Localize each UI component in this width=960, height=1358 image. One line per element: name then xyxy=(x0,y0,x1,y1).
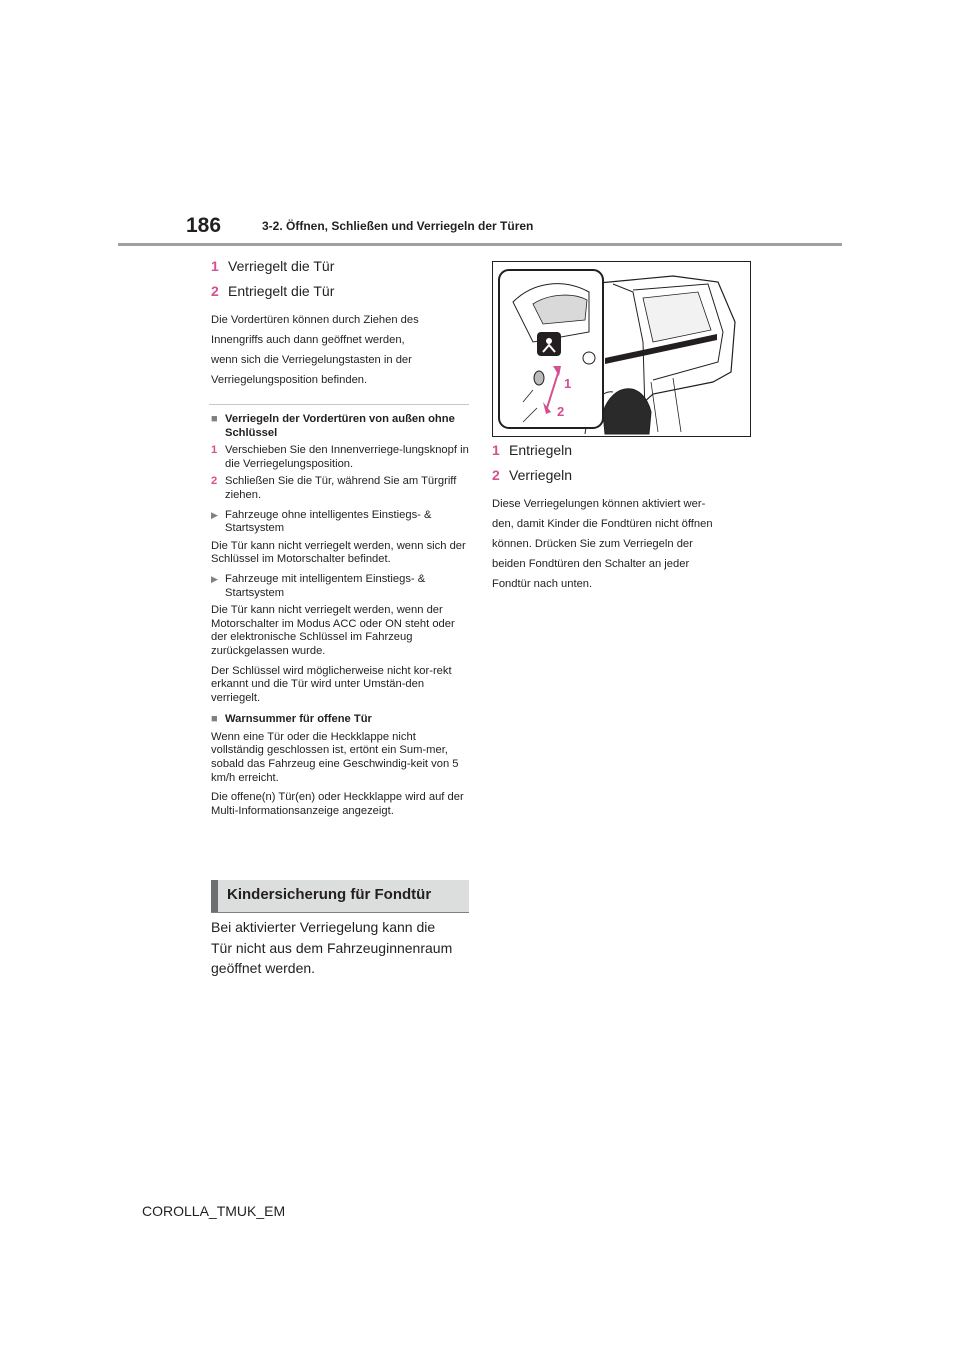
note-line: den, damit Kinder die Fondtüren nicht öffnen xyxy=(492,518,713,530)
variant-title: Fahrzeuge mit intelligentem Einstiegs- & Startsystem xyxy=(225,572,426,599)
item-text: Entriegelt die Tür xyxy=(228,283,335,299)
step-text: Schließen Sie die Tür, während Sie am Türgriff ziehen. xyxy=(225,475,457,501)
figure-label-1: 1 xyxy=(564,376,572,391)
variant-heading-without-smart xyxy=(211,509,469,536)
variant-text: Der Schlüssel wird möglicherweise nicht kor-rekt erkannt und die Tür wird unter Umstän-den verriegelt. xyxy=(211,664,452,704)
item-text: Verriegeln xyxy=(509,467,573,483)
note-line: beiden Fondtüren den Schalter an jeder xyxy=(492,558,690,570)
child-lock-intro xyxy=(211,917,471,979)
left-column xyxy=(211,254,469,818)
step-number: 2 xyxy=(211,475,218,488)
intro-line: geöffnet werden. xyxy=(211,960,316,976)
step-number: 1 xyxy=(211,444,218,457)
divider xyxy=(209,404,469,405)
step-item xyxy=(211,475,469,502)
item-text: Entriegeln xyxy=(509,442,573,458)
header-rule xyxy=(118,243,842,246)
variant-title: Fahrzeuge ohne intelligentes Einstiegs- & Startsystem xyxy=(225,508,432,535)
note-text xyxy=(211,310,469,390)
subheading-text: Warnsummer für offene Tür xyxy=(225,713,372,726)
child-lock-note xyxy=(492,494,754,594)
buzzer-text: Wenn eine Tür oder die Heckklappe nicht vollständig geschlossen ist, ertönt ein Sum-mer, sobald das Fahrzeug eine Geschwindig-keit von 5 km/h erreicht. xyxy=(211,730,459,784)
section-heading-box xyxy=(211,880,469,912)
note-line: können. Drücken Sie zum Verriegeln der xyxy=(492,538,693,550)
rear-door-illustration xyxy=(493,262,750,436)
item-number: 1 xyxy=(492,442,500,458)
step-item xyxy=(211,444,469,471)
footer-document-code: COROLLA_TMUK_EM xyxy=(142,1203,286,1219)
subheading-text: Verriegeln der Vordertüren von außen ohne Schlüssel xyxy=(225,413,455,439)
child-lock-illustration xyxy=(492,261,751,437)
note-line: Innengriffs auch dann geöffnet werden, xyxy=(211,334,405,346)
square-bullet-icon: ■ xyxy=(211,713,218,726)
section-heading: Kindersicherung für Fondtür xyxy=(227,886,432,903)
item-text: Verriegelt die Tür xyxy=(228,258,335,274)
item-number: 1 xyxy=(211,258,219,274)
buzzer-text: Die offene(n) Tür(en) oder Heckklappe wird auf der Multi-Informationsanzeige angezeigt. xyxy=(211,791,464,817)
item-number: 2 xyxy=(492,467,500,483)
note-line: Die Vordertüren können durch Ziehen des xyxy=(211,314,419,326)
variant-text: Die Tür kann nicht verriegelt werden, wenn der Motorschalter im Modus ACC oder ON steht oder der elektronische Schlüssel im Fahrzeug zurückgelassen wurde. xyxy=(211,604,455,657)
note-line: Verriegelungsposition befinden. xyxy=(211,374,368,386)
figure-label-2: 2 xyxy=(557,404,565,419)
list-item xyxy=(492,463,754,488)
variant-heading-with-smart xyxy=(211,573,469,600)
list-item xyxy=(492,438,754,463)
triangle-bullet-icon: ▶ xyxy=(211,573,218,584)
note-line: Diese Verriegelungen können aktiviert wer- xyxy=(492,498,706,510)
triangle-bullet-icon: ▶ xyxy=(211,509,218,520)
list-item xyxy=(211,254,469,279)
page-number: 186 xyxy=(186,214,222,237)
section-heading-rule xyxy=(211,912,469,913)
note-line: Fondtür nach unten. xyxy=(492,578,593,590)
subheading-door-buzzer xyxy=(211,713,469,727)
step-text: Verschieben Sie den Innenverriege-lungsknopf in die Verriegelungsposition. xyxy=(225,444,469,470)
intro-line: Bei aktivierter Verriegelung kann die xyxy=(211,919,436,935)
item-number: 2 xyxy=(211,283,219,299)
right-column xyxy=(492,438,754,594)
square-bullet-icon: ■ xyxy=(211,413,218,425)
note-line: wenn sich die Verriegelungstasten in der xyxy=(211,354,412,366)
list-item xyxy=(211,279,469,304)
subheading-lock-without-key xyxy=(211,413,469,440)
section-title: 3-2. Öffnen, Schließen und Verriegeln der Türen xyxy=(262,219,534,233)
intro-line: Tür nicht aus dem Fahrzeuginnenraum xyxy=(211,939,453,956)
variant-text: Die Tür kann nicht verriegelt werden, wenn sich der Schlüssel im Motorschalter befindet. xyxy=(211,539,466,566)
